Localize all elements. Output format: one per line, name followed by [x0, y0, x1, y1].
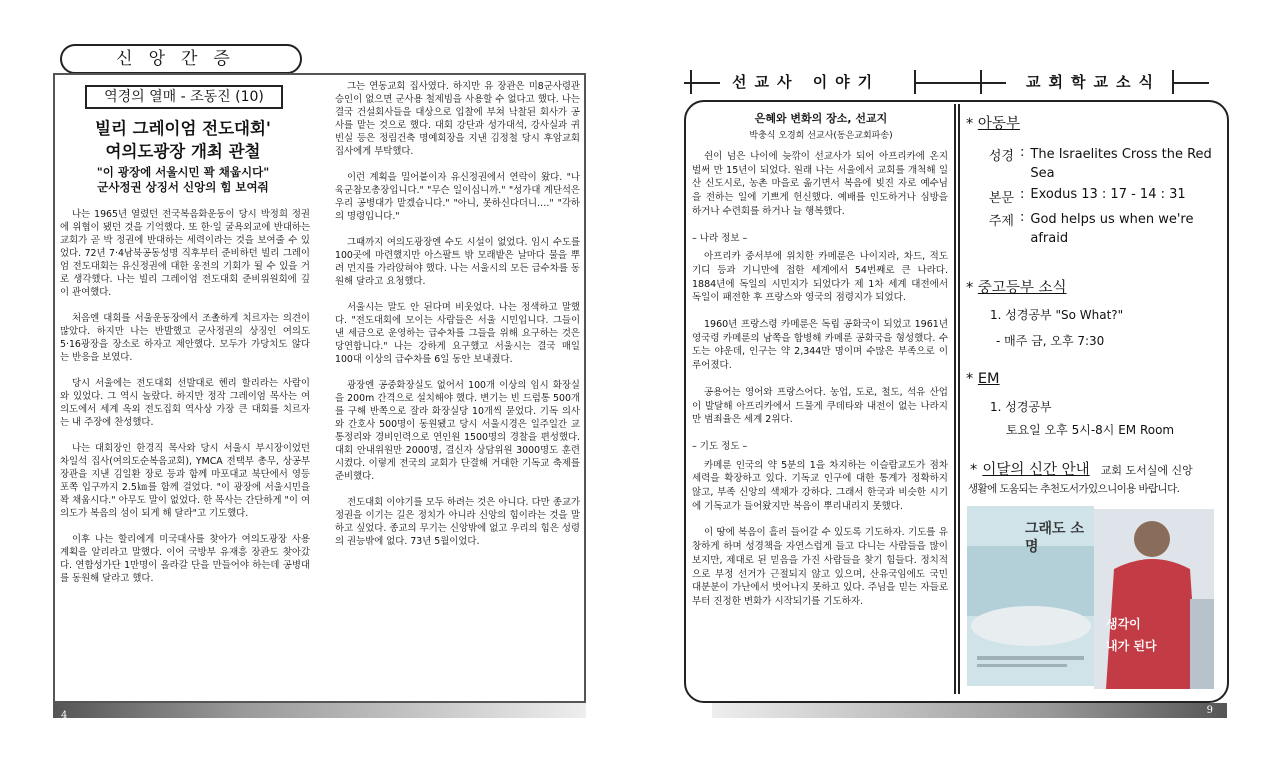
paragraph: 처음엔 대회를 서울운동장에서 조촐하게 치르자는 의견이 많았다. 하지만 나는 반발했고 군사정권의 상징인 여의도 5·16광장을 장소로 하자고 제안했다. 모두가 가당치도 않다는 반응을 보였다.: [60, 313, 310, 363]
missionary-column: [692, 150, 948, 622]
asterisk-icon: *: [966, 280, 974, 296]
scripture-label: 본문: [988, 191, 1014, 206]
theme-label: 주제: [988, 214, 1014, 229]
asterisk-icon: *: [970, 462, 978, 478]
book-1-title: 그래도 소명: [1025, 521, 1084, 555]
new-books-heading: [970, 458, 1226, 479]
asterisk-icon: *: [966, 116, 974, 132]
em-heading: * EM: [966, 371, 1000, 387]
subheadline-line-1: "이 광장에 서울시민 꽉 채웁시다": [96, 165, 270, 179]
header-missionary-story: 선교사 이야기: [732, 73, 881, 91]
subheadline-line-2: 군사정권 상징서 신앙의 힘 보여줘: [97, 180, 269, 194]
article-column-1: [60, 208, 310, 598]
paragraph: 나는 대회장인 한경직 목사와 당시 서울시 부시장이었던 차일석 집사(여의도순복음교회), YMCA 전택부 총무, 상공부 장관을 지낸 김일환 장로 등과 함께 마포대교 북단에서 영등포쪽 입구까지 2.5㎞를 함께 걸었다. "이 광장에 서울시민을 꽉 채웁시다." 아무도 말이 없었다. 한 목사는 간단하게 "이 여의도가 복음의 섬이 되게 해 달라"고 기도했다.: [60, 443, 310, 519]
paragraph: 전도대회 이야기를 모두 하려는 것은 아니다. 다만 종교가 정권을 이기는 길은 정치가 아니라 신앙의 힘이라는 것을 말하고 싶었다. 종교의 무기는 신앙밖에 없고 우리의 힘은 성령의 권능밖에 없다. 73년 5월이었다.: [335, 497, 580, 547]
header-rule: [914, 82, 960, 84]
bible-title-label: 성경: [988, 149, 1014, 164]
headline: [72, 117, 294, 163]
asterisk-icon: *: [966, 371, 974, 387]
header-rule: [960, 82, 1006, 84]
subheadline: [72, 165, 294, 195]
paragraph: 쉰이 넘은 나이에 늦깎이 선교사가 되어 아프리카에 온지 벌써 만 15년이 되었다. 원래 나는 서울에서 교회를 개척해 일산 신도시로, 농촌 마을로 옮기면서 복음에 빚진 자로 예수님을 전하는 일에 기쁘게 헌신했다. 예배를 인도하거나 심방을 하거나 수련회를 하거나 늘 행복했다.: [692, 151, 948, 217]
children-dept-heading: * 아동부: [966, 116, 1020, 132]
book-cover-2: [1094, 509, 1214, 689]
em-item-1: 1. 성경공부: [990, 400, 1052, 414]
book-2-title: 생각이 내가 된다: [1106, 617, 1157, 653]
paragraph: 이런 계획을 밀어붙이자 유신정권에서 연락이 왔다. "나 육군참모총장입니다." "무슨 일이십니까." "성가대 계단석은 우리 공병대가 맡겠습니다." "아니, 못하신다더니…." "각하의 명령입니다.": [335, 172, 580, 222]
new-books-desc-1: 교회 도서실에 신앙: [1100, 464, 1193, 477]
paragraph: 아프리카 중서부에 위치한 카메룬은 나이지라, 차드, 적도 기디 등과 기니만에 접한 세계에서 54번째로 큰 나라다. 1884년에 독일의 시민지가 되었다가 제 1차 세계 대전에서 독일이 패전한 후 프랑스와 영국의 점령지가 되었다.: [692, 251, 948, 304]
scripture-row: 본문 : Exodus 13 : 17 - 14 : 31: [966, 187, 1216, 206]
youth-item-1: 1. 성경공부 "So What?": [990, 308, 1124, 322]
new-books-title: 이달의 신간 안내: [982, 462, 1090, 478]
theme-row: 주제 : God helps us when we're afraid: [966, 210, 1216, 248]
book-cover-1: [967, 506, 1094, 686]
series-label: 역경의 열매 - 조동진 (10): [85, 85, 283, 109]
missionary-title: 은혜와 변화의 장소, 선교지: [754, 112, 888, 125]
theme-value: God helps us when we're afraid: [1030, 212, 1194, 246]
paragraph: 카메룬 인국의 약 5분의 1을 차지하는 이슬람교도가 점차 세력을 확장하고 있다. 기독교 인구에 대한 통계가 정확하지 않고, 부족 신앙의 색채가 강하다. 그래서 한국과 비슷한 시기에 기독교가 들어왔지만 복음이 뿌리내리지 못했다.: [692, 459, 948, 512]
page-number-left: 4: [61, 710, 68, 721]
section-label: – 나라 정보 –: [692, 232, 748, 244]
paragraph: 광장엔 공중화장실도 없어서 100개 이상의 임시 화장실을 200m 간격으로 설치해야 했다. 변기는 빈 드럼통 500개를 구해 반쪽으로 잘라 화장실당 10개씩 묻었다. 기독 의사와 간호사 500명이 동원됐고 당시 서울시경은 일주일간 교통정리와 경비인력으로 연인원 1500명의 경찰을 편성했다. 대회 안내위원만 2000명, 결신자 상담위원 3000명도 훈련시켰다. 이렇게 전국의 교회가 단결해 거대한 기독교 축제를 준비했다.: [335, 380, 580, 482]
header-church-school: 교회학교소식: [1026, 73, 1161, 91]
paragraph: 당시 서울에는 전도대회 선발대로 헨리 할리라는 사람이 와 있었다. 그 역시 놀랐다. 하지만 정작 그레이엄 목사는 여의도에서 세계 옥외 전도집회 역사상 가장 큰 대회를 치르자는 내 주장에 찬성했다.: [60, 378, 310, 428]
paragraph: 이 땅에 복음이 흘러 들어갈 수 있도록 기도하자. 기도를 유창하게 하며 성경책을 자연스럽게 들고 다니는 사람들을 많이 보지만, 제대로 된 믿음을 가진 사람들을 찾기 힘들다. 정치적으로 부정 선거가 근절되지 않고 있으며, 산유국임에도 국민 대분분이 가난에서 벗어나지 못하고 있다. 주님을 믿는 자들로부터 진정한 변화가 시작되기를 기도하자.: [692, 527, 948, 607]
youth-item-2: - 매주 금, 오후 7:30: [996, 334, 1105, 348]
headline-line-1: 빌리 그레이엄 전도대회': [95, 119, 271, 138]
left-footer-bar: [53, 703, 586, 721]
new-books-desc-2: 생활에 도움되는 추천도서가있으니이용 바랍니다.: [968, 483, 1180, 495]
book-cover-art: [1094, 509, 1214, 689]
header-rule: [1172, 82, 1209, 84]
headline-line-2: 여의도광장 개최 관철: [105, 142, 261, 161]
bible-title-value: The Israelites Cross the Red Sea: [1030, 147, 1212, 181]
right-footer-bar: [712, 703, 1227, 718]
paragraph: 1960년 프랑스령 카메룬은 독립 공화국이 되었고 1961년 영국령 카메룬의 남쪽을 합병해 카메룬 공화국을 형성했다. 수도는 야운데, 인구는 약 2,344만 명이며 수많은 부족으로 이루어졌다.: [692, 319, 948, 372]
paragraph: 공용어는 영어와 프랑스어다. 농업, 도로, 철도, 석유 산업이 발달해 아프리카에서 드물게 쿠데타와 내전이 없는 나라지만 범죄율은 세계 2위다.: [692, 386, 948, 426]
youth-dept-heading: * 중고등부 소식: [966, 280, 1067, 296]
bible-title-row: 성경 : The Israelites Cross the Red Sea: [966, 145, 1216, 183]
scripture-value: Exodus 13 : 17 - 14 : 31: [1030, 187, 1186, 202]
em-item-2: 토요일 오후 5시-8시 EM Room: [1006, 423, 1175, 437]
missionary-byline: 박충식 오경희 선교사(동은교회파송): [749, 131, 893, 141]
right-page-header: [684, 70, 1209, 94]
paragraph: 이후 나는 할리에게 미국대사를 찾아가 여의도광장 사용 계획을 알리라고 말했다. 이어 국방부 유재흥 장관도 찾아갔다. 연합성가단 1만명이 올라갈 단을 만들어야 하는데 공병대를 동원해 달라고 했다.: [60, 534, 310, 584]
paragraph: 그때까지 여의도광장엔 수도 시설이 없었다. 임시 수도를 100곳에 마련했지만 아스팔트 밖 모래밭은 날마다 물을 뿌려 먼지를 가라앉혀야 했다. 나는 서울시의 모든 급수차를 동원해 달라고 요청했다.: [335, 237, 580, 287]
column-divider: [954, 104, 960, 694]
page-number-right: 9: [1206, 705, 1213, 716]
section-label: – 기도 정도 –: [692, 440, 748, 452]
paragraph: 그는 연동교회 집사였다. 하지만 유 장관은 미8군사령관 승인이 없으면 군사용 철제빔을 사용할 수 없다고 했다. 나는 결국 건설회사들을 대상으로 입찰에 부쳐 낙찰된 회사가 공사를 맡는 것으로 했다. 대회 강단과 성가대석, 강사실과 귀빈실 등은 정림건축 명예회장을 지낸 김정철 당시 후암교회 집사에게 부탁했다.: [335, 81, 580, 157]
article-column-2: [335, 80, 580, 561]
paragraph: 서울시는 말도 안 된다며 비웃었다. 나는 정색하고 말했다. "전도대회에 모이는 사람들은 서울 시민입니다. 그들이 낸 세금으로 운영하는 급수차를 그들을 위해 요구하는 것은 당연합니다." 나는 강하게 요구했고 서울시는 결국 매일 100대 이상의 급수차를 6일 동안 보내줬다.: [335, 302, 580, 365]
paragraph: 나는 1965년 열렸던 전국복음화운동이 당시 박정희 정권에 위협이 됐던 것을 기억했다. 또 한·일 굴욕외교에 반대하는 교회가 곧 박 정권에 반대하는 세력이라는 것을 보여줄 수 있었다. 72년 7·4남북공동성명 직후부터 준비하던 빌리 그레이엄 전도대회는 유신정권에 대한 웅전의 기회가 될 수 있을 거로 생각했다. 나는 빌리 그레이엄 전도대회 준비위원회에 깊이 관여했다.: [60, 209, 310, 298]
header-rule: [684, 82, 720, 84]
section-title: 신앙간증: [60, 44, 302, 74]
